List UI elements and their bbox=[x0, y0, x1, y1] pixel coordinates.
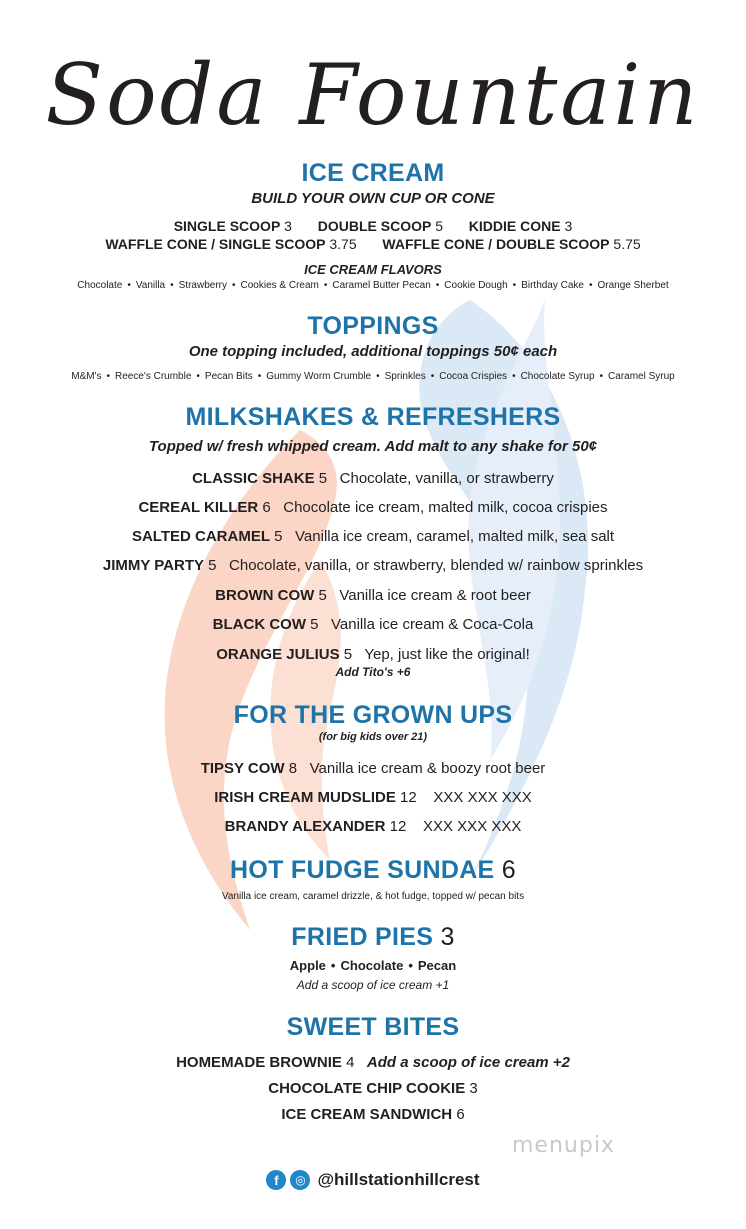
topping-item: Reece's Crumble bbox=[115, 371, 192, 382]
pie-flavor: Apple bbox=[289, 958, 326, 973]
item-price: 5 bbox=[208, 557, 217, 574]
sweet-bites-heading: SWEET BITES bbox=[286, 1013, 460, 1041]
item-addon: Add a scoop of ice cream +2 bbox=[366, 1054, 570, 1071]
menu-item-brown-cow bbox=[0, 586, 746, 606]
item-name: CLASSIC SHAKE bbox=[192, 470, 315, 487]
item-name: JIMMY PARTY bbox=[102, 557, 204, 574]
item-price: 8 bbox=[288, 760, 298, 777]
item-name: ICE CREAM SANDWICH bbox=[281, 1106, 453, 1123]
menu-item-jimmy-party bbox=[0, 556, 746, 576]
item-price: 4 bbox=[346, 1054, 355, 1071]
sundae-price: 6 bbox=[501, 856, 516, 884]
fried-pies-addon: Add a scoop of ice cream +1 bbox=[296, 978, 450, 992]
flavor-item: Cookie Dough bbox=[444, 280, 508, 291]
fried-pies-flavors: Apple • Chocolate • Pecan bbox=[289, 958, 457, 973]
fried-pies-heading-row bbox=[0, 922, 746, 952]
ice-cream-subheading: BUILD YOUR OWN CUP OR CONE bbox=[251, 190, 495, 207]
item-price: 5 bbox=[318, 470, 328, 487]
waffle-single-name: WAFFLE CONE / SINGLE SCOOP bbox=[105, 236, 326, 252]
item-name: TIPSY COW bbox=[200, 760, 285, 777]
item-name: BRANDY ALEXANDER bbox=[224, 818, 386, 835]
item-name: BROWN COW bbox=[215, 587, 315, 604]
kiddie-cone-price: 3 bbox=[564, 218, 573, 234]
ice-cream-prices-row-2 bbox=[0, 235, 746, 253]
item-description: Yep, just like the original! bbox=[364, 646, 530, 663]
item-description: Chocolate, vanilla, or strawberry, blended w/ rainbow sprinkles bbox=[229, 557, 644, 574]
item-price: 6 bbox=[456, 1106, 465, 1123]
topping-item: Caramel Syrup bbox=[608, 371, 675, 382]
menu-item-homemade-brownie bbox=[0, 1053, 746, 1073]
waffle-double-price: 5.75 bbox=[613, 236, 641, 252]
double-scoop-price: 5 bbox=[435, 218, 444, 234]
item-price: 6 bbox=[262, 499, 271, 516]
item-description: Chocolate, vanilla, or strawberry bbox=[339, 470, 554, 487]
menu-item-orange-julius bbox=[0, 645, 746, 665]
item-name: HOMEMADE BROWNIE bbox=[176, 1054, 342, 1071]
kiddie-cone-name: KIDDIE CONE bbox=[468, 218, 561, 234]
toppings-heading: TOPPINGS bbox=[307, 312, 439, 340]
item-price: 5 bbox=[310, 616, 319, 633]
single-scoop-price: 3 bbox=[284, 218, 292, 234]
item-name: BLACK COW bbox=[212, 616, 306, 633]
item-price: 5 bbox=[318, 587, 327, 604]
item-price: 5 bbox=[343, 646, 353, 663]
menu-item-tipsy-cow bbox=[0, 759, 746, 779]
sundae-description: Vanilla ice cream, caramel drizzle, & hot fudge, topped w/ pecan bits bbox=[221, 891, 525, 902]
single-scoop-name: SINGLE SCOOP bbox=[173, 218, 281, 234]
item-price: 12 bbox=[389, 818, 407, 835]
flavor-item: Vanilla bbox=[135, 280, 166, 291]
menu-item-brandy-alexander bbox=[0, 817, 746, 837]
pie-flavor: Chocolate bbox=[340, 958, 404, 973]
instagram-icon[interactable]: ◎ bbox=[290, 1170, 310, 1190]
item-name: CHOCOLATE CHIP COOKIE bbox=[268, 1080, 466, 1097]
item-name: SALTED CARAMEL bbox=[131, 528, 270, 545]
item-description: Vanilla ice cream & boozy root beer bbox=[309, 760, 546, 777]
topping-item: Gummy Worm Crumble bbox=[266, 371, 372, 382]
item-description: Vanilla ice cream & Coca-Cola bbox=[331, 616, 534, 633]
topping-item: Chocolate Syrup bbox=[520, 371, 595, 382]
facebook-icon[interactable]: f bbox=[266, 1170, 286, 1190]
ice-cream-heading: ICE CREAM bbox=[301, 159, 445, 187]
ice-cream-flavors-list: Chocolate • Vanilla • Strawberry • Cookies & Cream • Caramel Butter Pecan • Cookie Dough • Birthday Cake • Orange Sherbet bbox=[77, 280, 669, 291]
menu-item-cereal-killer bbox=[0, 498, 746, 518]
menu-item-irish-cream-mudslide bbox=[0, 788, 746, 808]
toppings-list: M&M's • Reece's Crumble • Pecan Bits • Gummy Worm Crumble • Sprinkles • Cocoa Crispies • Chocolate Syrup • Caramel Syrup bbox=[71, 371, 675, 382]
flavor-item: Orange Sherbet bbox=[597, 280, 669, 291]
sundae-heading-row bbox=[0, 855, 746, 885]
toppings-subheading: One topping included, additional toppings 50¢ each bbox=[188, 343, 558, 360]
milkshakes-subheading: Topped w/ fresh whipped cream. Add malt to any shake for 50¢ bbox=[148, 438, 598, 455]
item-description: Chocolate ice cream, malted milk, cocoa crispies bbox=[283, 499, 608, 516]
item-price: 12 bbox=[400, 789, 417, 806]
flavor-item: Caramel Butter Pecan bbox=[332, 280, 431, 291]
waffle-single-price: 3.75 bbox=[329, 236, 357, 252]
pie-flavor: Pecan bbox=[417, 958, 457, 973]
social-handle[interactable]: @hillstationhillcrest bbox=[317, 1170, 480, 1189]
topping-item: M&M's bbox=[71, 371, 102, 382]
menu-item-ice-cream-sandwich bbox=[0, 1105, 746, 1125]
menu-item-classic-shake bbox=[0, 469, 746, 489]
topping-item: Sprinkles bbox=[384, 371, 426, 382]
item-name: ORANGE JULIUS bbox=[216, 646, 340, 663]
topping-item: Cocoa Crispies bbox=[439, 371, 508, 382]
item-description: XXX XXX XXX bbox=[433, 789, 532, 806]
grown-ups-heading: FOR THE GROWN UPS bbox=[233, 701, 513, 729]
flavor-item: Cookies & Cream bbox=[240, 280, 319, 291]
item-description: XXX XXX XXX bbox=[423, 818, 522, 835]
flavor-item: Chocolate bbox=[77, 280, 123, 291]
menu-item-chocolate-chip-cookie bbox=[0, 1079, 746, 1099]
topping-item: Pecan Bits bbox=[204, 371, 253, 382]
grown-ups-subheading: (for big kids over 21) bbox=[318, 731, 428, 743]
fried-pies-price: 3 bbox=[440, 923, 455, 951]
menu-item-salted-caramel bbox=[0, 527, 746, 547]
waffle-double-name: WAFFLE CONE / DOUBLE SCOOP bbox=[382, 236, 610, 252]
milkshakes-heading: MILKSHAKES & REFRESHERS bbox=[185, 403, 561, 431]
double-scoop-name: DOUBLE SCOOP bbox=[317, 218, 432, 234]
flavor-item: Strawberry bbox=[178, 280, 227, 291]
item-price: 3 bbox=[469, 1080, 478, 1097]
ice-cream-prices-row-1 bbox=[0, 217, 746, 235]
sundae-heading: HOT FUDGE SUNDAE bbox=[230, 856, 495, 884]
menupix-watermark: menupix bbox=[512, 1133, 615, 1158]
titos-addon: Add Tito's +6 bbox=[335, 665, 411, 679]
flavor-item: Birthday Cake bbox=[521, 280, 584, 291]
social-footer bbox=[0, 1170, 746, 1190]
ice-cream-flavors-heading: ICE CREAM FLAVORS bbox=[304, 262, 442, 277]
item-price: 5 bbox=[274, 528, 283, 545]
fried-pies-heading: FRIED PIES bbox=[291, 923, 434, 951]
page-title: Soda Fountain bbox=[45, 46, 701, 144]
item-description: Vanilla ice cream, caramel, malted milk, sea salt bbox=[295, 528, 615, 545]
item-name: CEREAL KILLER bbox=[138, 499, 259, 516]
item-description: Vanilla ice cream & root beer bbox=[339, 587, 531, 604]
item-name: IRISH CREAM MUDSLIDE bbox=[214, 789, 396, 806]
menu-item-black-cow bbox=[0, 615, 746, 635]
